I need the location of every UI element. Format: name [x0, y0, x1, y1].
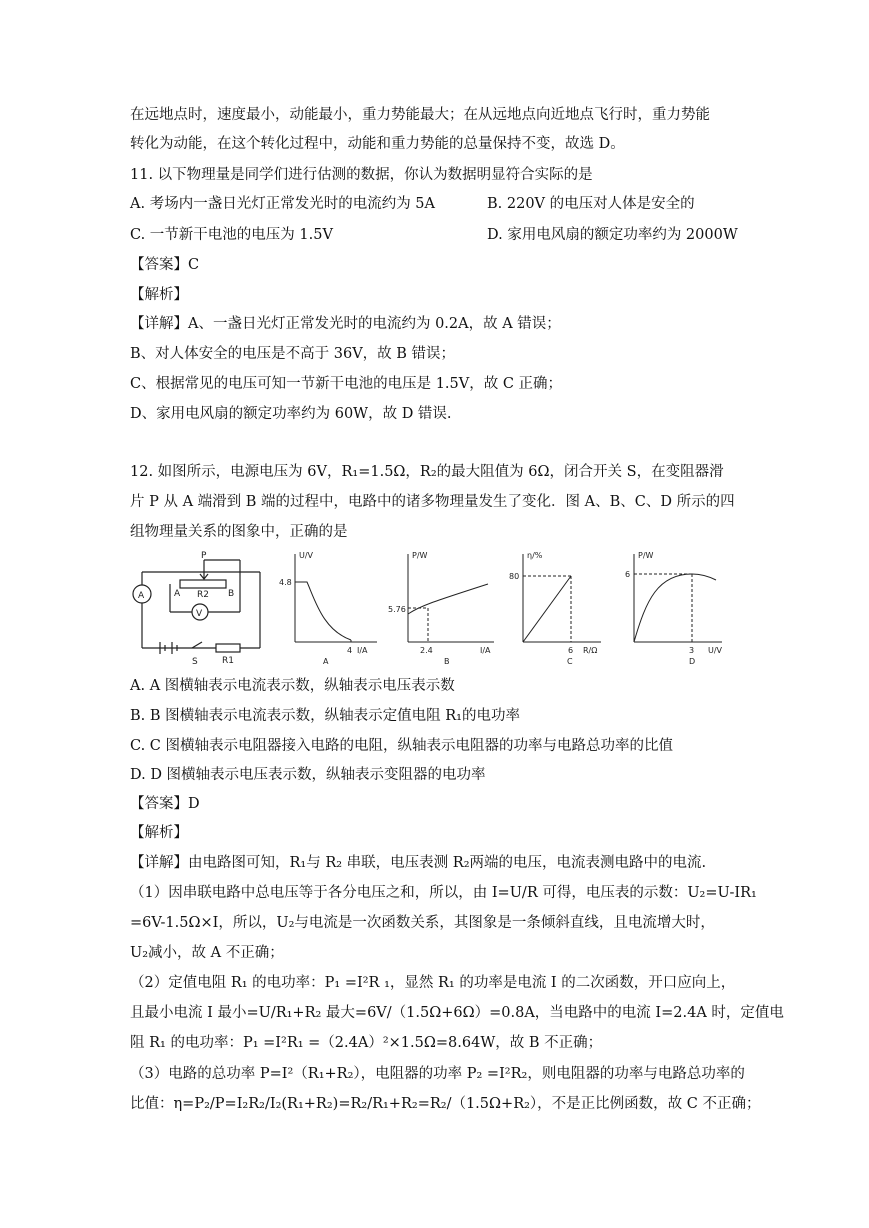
- graph-d-xlabel: U/V: [708, 646, 723, 655]
- graph-a-ylabel: U/V: [299, 551, 314, 560]
- detail-12-p1c: U₂减小，故 A 不正确；: [130, 945, 284, 961]
- option-11b: B. 220V 的电压对人体是安全的: [487, 196, 695, 212]
- question-12-line2: 片 P 从 A 端滑到 B 端的过程中，电路中的诸多物理量发生了变化．图 A、B、C、D 所示的四: [130, 494, 735, 510]
- label-p: P: [201, 551, 207, 561]
- option-11a: A. 考场内一盏日光灯正常发光时的电流约为 5A: [130, 196, 435, 212]
- graph-b-ytick: 5.76: [388, 605, 406, 614]
- graph-d-caption: D: [689, 657, 696, 666]
- option-11d: D. 家用电风扇的额定功率约为 2000W: [487, 227, 738, 243]
- detail-12-p2b: 且最小电流 I 最小=U/R₁+R₂ 最大=6V/（1.5Ω+6Ω）=0.8A，当电路中的电流 I=2.4A 时，定值电: [130, 1005, 784, 1021]
- option-12c: C. C 图横轴表示电阻器接入电路的电阻，纵轴表示电阻器的功率与电路总功率的比值: [130, 738, 673, 754]
- graph-c-xtick: 6: [568, 646, 574, 655]
- graph-a-xtick: 4: [347, 646, 353, 655]
- graph-a-xlabel: I/A: [357, 646, 368, 655]
- detail-12-p2c: 阻 R₁ 的电功率：P₁ =I²R₁ =（2.4A）²×1.5Ω=8.64W，故 B 不正确；: [130, 1035, 603, 1051]
- graph-c-xlabel: R/Ω: [583, 646, 598, 655]
- detail-12-p1a: （1）因串联电路中总电压等于各分电压之和，所以，由 I=U/R 可得，电压表的示数：U₂=U-IR₁: [130, 885, 757, 901]
- graph-b-xtick: 2.4: [420, 646, 433, 655]
- detail-11-d: D、家用电风扇的额定功率约为 60W，故 D 错误.: [130, 406, 452, 422]
- text-line: 转化为动能，在这个转化过程中，动能和重力势能的总量保持不变，故选 D。: [130, 136, 625, 152]
- detail-11: 【详解】A、一盏日光灯正常发光时的电流约为 0.2A，故 A 错误；: [130, 316, 561, 332]
- label-a-end: A: [174, 589, 181, 599]
- option-12a: A. A 图横轴表示电流表示数，纵轴表示电压表示数: [130, 678, 455, 694]
- answer-11: 【答案】C: [130, 257, 200, 273]
- answer-12: 【答案】D: [130, 796, 200, 812]
- analysis-heading-12: 【解析】: [130, 825, 188, 841]
- analysis-heading-11: 【解析】: [130, 287, 188, 303]
- question-11: 11. 以下物理量是同学们进行估测的数据，你认为数据明显符合实际的是: [130, 167, 593, 183]
- detail-12-p2a: （2）定值电阻 R₁ 的电功率：P₁ =I²R ₁，显然 R₁ 的功率是电流 I 的二次函数，开口应向上，: [130, 975, 736, 991]
- graph-c-ylabel: η/%: [527, 551, 543, 560]
- option-12d: D. D 图横轴表示电压表示数，纵轴表示变阻器的电功率: [130, 767, 486, 783]
- graph-d-ylabel: P/W: [638, 551, 654, 560]
- graph-c-ytick: 80: [509, 572, 520, 581]
- text-line: 在远地点时，速度最小，动能最小，重力势能最大；在从远地点向近地点飞行时，重力势能: [130, 107, 710, 123]
- ammeter-icon: A: [138, 591, 145, 601]
- voltmeter-icon: V: [196, 609, 203, 619]
- detail-12: 【详解】由电路图可知，R₁与 R₂ 串联，电压表测 R₂两端的电压，电流表测电路中的电流.: [130, 855, 707, 871]
- graph-b-ylabel: P/W: [412, 551, 428, 560]
- graph-a-ytick: 4.8: [279, 578, 292, 587]
- graph-d-xtick: 3: [689, 646, 695, 655]
- option-12b: B. B 图横轴表示电流表示数，纵轴表示定值电阻 R₁的电功率: [130, 708, 520, 724]
- graph-b-xlabel: I/A: [480, 646, 491, 655]
- detail-11-b: B、对人体安全的电压是不高于 36V，故 B 错误；: [130, 346, 456, 362]
- label-b-end: B: [228, 589, 235, 599]
- option-11c: C. 一节新干电池的电压为 1.5V: [130, 227, 333, 243]
- graph-d-ytick: 6: [625, 570, 631, 579]
- question-12-line1: 12. 如图所示，电源电压为 6V，R₁=1.5Ω，R₂的最大阻值为 6Ω，闭合开关 S，在变阻器滑: [130, 464, 724, 480]
- detail-12-p1b: =6V-1.5Ω×I，所以，U₂与电流是一次函数关系，其图象是一条倾斜直线，且电流增大时，: [130, 915, 715, 931]
- graph-a-caption: A: [323, 657, 329, 666]
- detail-12-p3a: （3）电路的总功率 P=I²（R₁+R₂），电阻器的功率 P₂ =I²R₂，则电阻器的功率与电路总功率的: [130, 1066, 745, 1082]
- label-s: S: [192, 657, 198, 667]
- label-r2: R2: [197, 590, 209, 600]
- detail-12-p3b: 比值：η=P₂/P=I₂R₂/I₂(R₁+R₂)=R₂/R₁+R₂=R₂/（1.5Ω+R₂），不是正比例函数，故 C 不正确；: [130, 1096, 761, 1112]
- question-12-figure: [130, 550, 770, 670]
- label-r1: R1: [222, 656, 234, 666]
- question-12-line3: 组物理量关系的图象中，正确的是: [130, 524, 348, 540]
- graph-c-caption: C: [567, 657, 573, 666]
- graph-b-caption: B: [444, 657, 450, 666]
- detail-11-c: C、根据常见的电压可知一节新干电池的电压是 1.5V，故 C 正确；: [130, 376, 563, 392]
